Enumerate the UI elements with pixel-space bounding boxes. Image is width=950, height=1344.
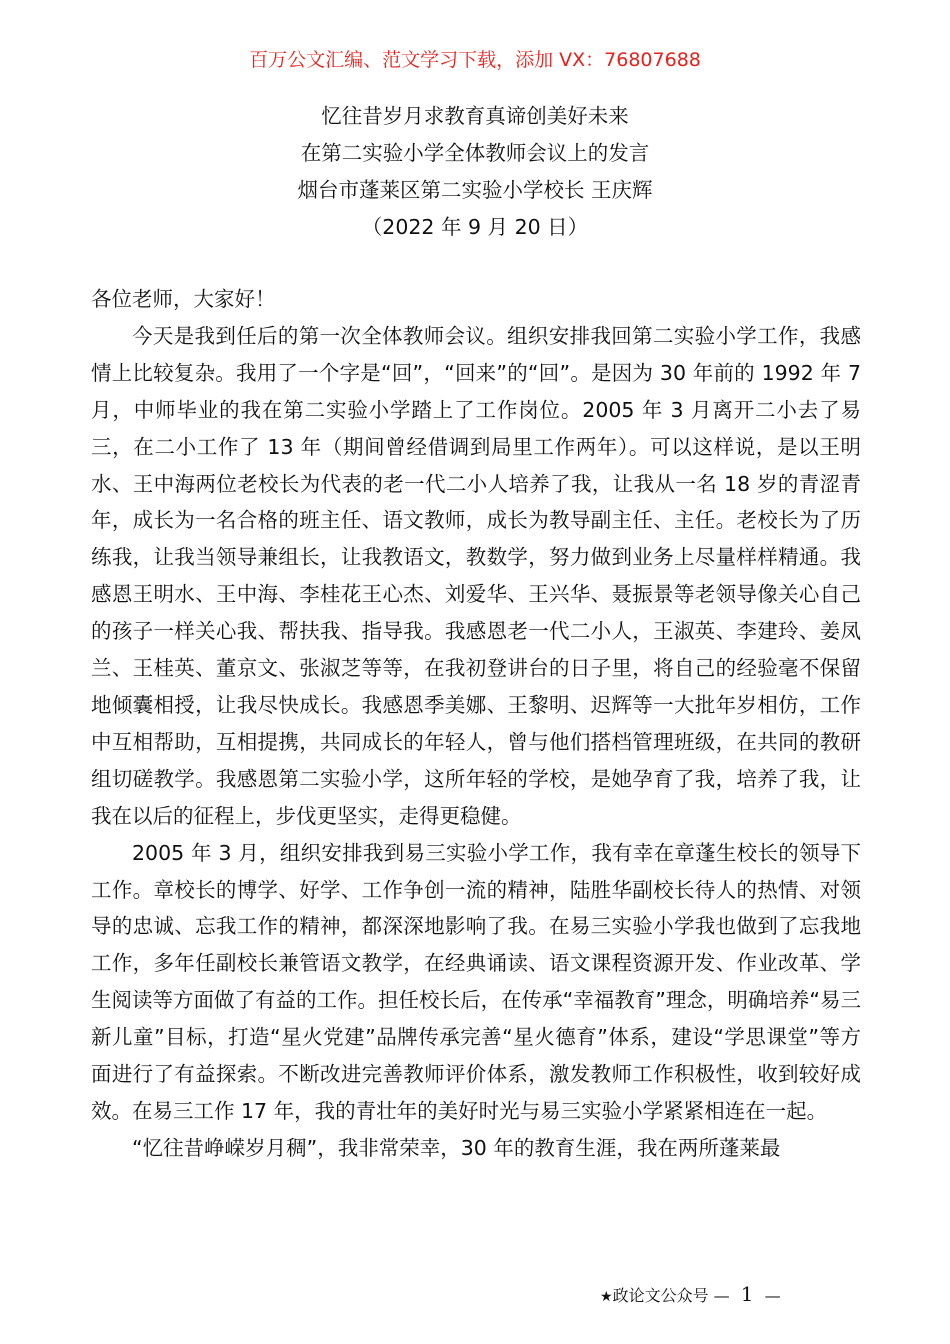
speech-body <box>91 281 861 1167</box>
footer-dash-right: — <box>764 1286 781 1305</box>
page-footer <box>600 1280 920 1311</box>
footer-dash-left: — <box>713 1286 730 1305</box>
star-icon: ★ <box>600 1289 613 1305</box>
paragraph: 2005 年 3 月，组织安排我到易三实验小学工作，我有幸在章蓬生校长的领导下工作。章校长的博学、好学、工作争创一流的精神，陆胜华副校长待人的热情、对领导的忠诚、忘我工作的精神，都深深地影响了我。在易三实验小学我也做到了忘我地工作，多年任副校长兼管语文教学，在经典诵读、语文课程资源开发、作业改革、学生阅读等方面做了有益的工作。担任校长后，在传承“幸福教育”理念，明确培养“易三新儿童”目标，打造“星火党建”品牌传承完善“星火德育”体系，建设“学思课堂”等方面进行了有益探索。不断改进完善教师评价体系，激发教师工作积极性，收到较好成效。在易三工作 17 年，我的青壮年的美好时光与易三实验小学紧紧相连在一起。 <box>91 840 861 1123</box>
paragraph: 今天是我到任后的第一次全体教师会议。组织安排我回第二实验小学工作，我感情上比较复杂。我用了一个字是“回”，“回来”的“回”。是因为 30 年前的 1992 年 7 月，中师毕业的我在第二实验小学踏上了工作岗位。2005 年 3 月离开二小去了易三，在二小工作了 13 年（期间曾经借调到局里工作两年）。可以这样说，是以王明水、王中海两位老校长为代表的老一代二小人培养了我，让我从一名 18 岁的青涩青年，成长为一名合格的班主任、语文教师，成长为教导副主任、主任。老校长为了历练我，让我当领导兼组长，让我教语文，教数学，努力做到业务上尽量样样精通。我感恩王明水、王中海、李桂花王心杰、刘爱华、王兴华、聂振景等老领导像关心自己的孩子一样关心我、帮扶我、指导我。我感恩老一代二小人，王淑英、李建玲、姜凤兰、王桂英、董京文、张淑芝等等，在我初登讲台的日子里，将自己的经验毫不保留地倾囊相授，让我尽快成长。我感恩季美娜、王黎明、迟辉等一大批年岁相仿，工作中互相帮助，互相提携，共同成长的年轻人，曾与他们搭档管理班级，在共同的教研组切磋教学。我感恩第二实验小学，这所年轻的学校，是她孕育了我，培养了我，让我在以后的征程上，步伐更坚实，走得更稳健。 <box>91 323 861 828</box>
speech-date: （2022 年 9 月 20 日） <box>361 215 589 239</box>
paragraph: “忆往昔峥嵘岁月稠”，我非常荣幸，30 年的教育生涯，我在两所蓬莱最 <box>132 1135 781 1160</box>
speech-subtitle: 在第二实验小学全体教师会议上的发言 <box>300 141 650 165</box>
greeting: 各位老师，大家好！ <box>91 287 276 311</box>
speech-title: 忆往昔岁月求教育真谛创美好未来 <box>321 104 629 128</box>
title-block <box>0 98 950 246</box>
speaker-line: 烟台市蓬莱区第二实验小学校长 王庆辉 <box>297 178 653 202</box>
footer-source: 政论文公众号 <box>612 1286 709 1305</box>
page-number: 1 <box>740 1282 754 1306</box>
promo-banner: 百万公文汇编、范文学习下载，添加 VX：76807688 <box>249 49 701 71</box>
